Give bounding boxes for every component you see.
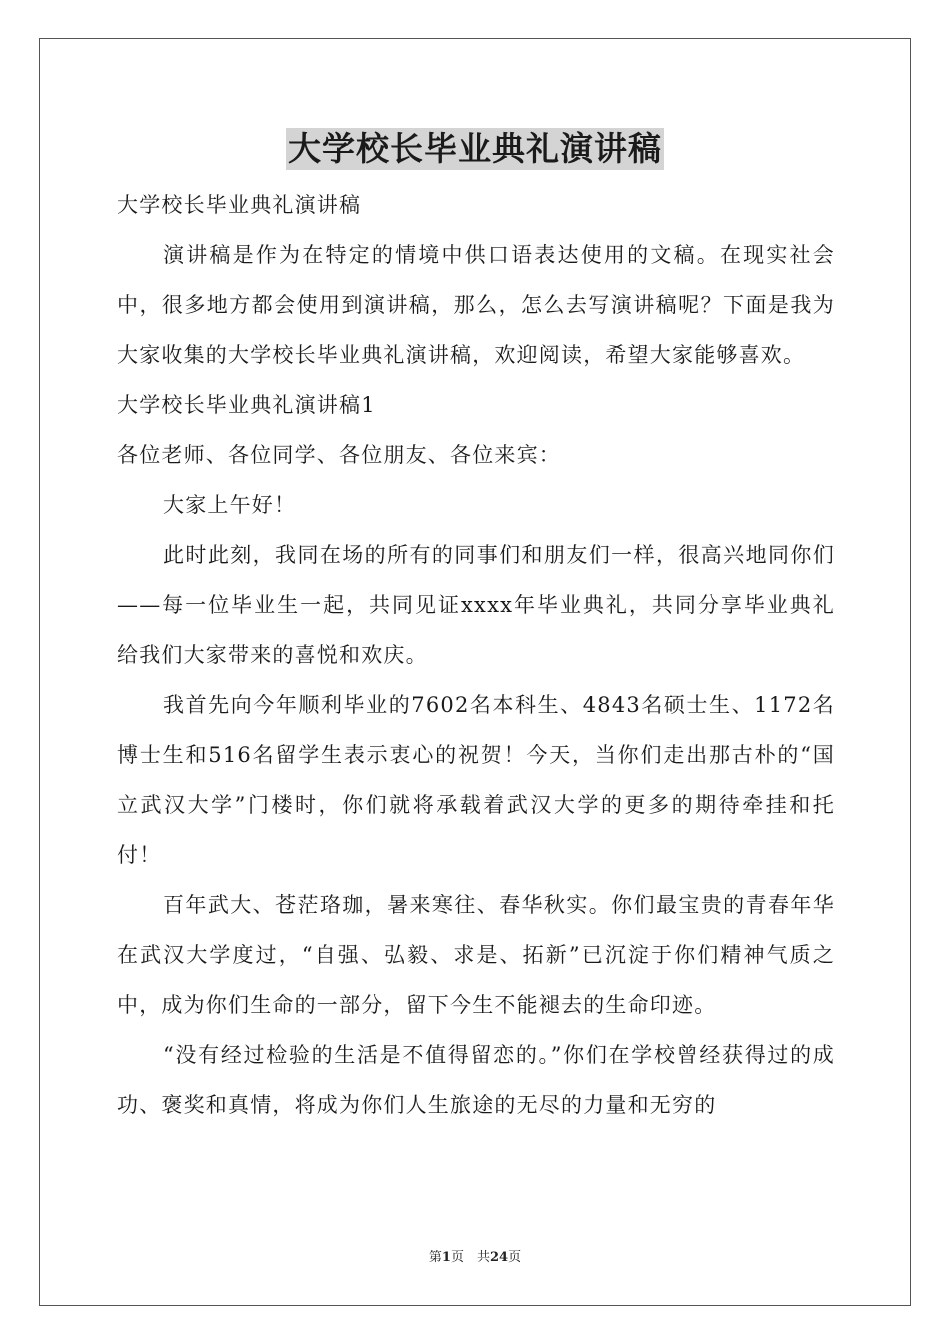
body-paragraph: 此时此刻，我同在场的所有的同事们和朋友们一样，很高兴地同你们——每一位毕业生一起，共同见证xxxx年毕业典礼，共同分享毕业典礼给我们大家带来的喜悦和欢庆。 [117,543,835,667]
footer-mid: 页 共 [450,1250,490,1265]
document-title: 大学校长毕业典礼演讲稿 [288,129,662,168]
footer-suffix: 页 [508,1250,522,1265]
greeting: 大家上午好！ [163,493,297,517]
body-paragraph: 百年武大、苍茫珞珈，暑来寒往、春华秋实。你们最宝贵的青春年华在武汉大学度过，“自强、弘毅、求是、拓新”已沉淀于你们精神气质之中，成为你们生命的一部分，留下今生不能褪去的生命印迹。 [117,893,835,1017]
page-footer [0,1246,950,1265]
subtitle-line: 大学校长毕业典礼演讲稿 [117,193,362,217]
body-paragraph: “没有经过检验的生活是不值得留恋的。”你们在学校曾经获得过的成功、褒奖和真情，将成为你们人生旅途的无尽的力量和无穷的 [117,1043,835,1117]
salutation: 各位老师、各位同学、各位朋友、各位来宾： [117,443,561,467]
total-page-count: 24 [489,1250,509,1265]
intro-paragraph: 演讲稿是作为在特定的情境中供口语表达使用的文稿。在现实社会中，很多地方都会使用到演讲稿，那么，怎么去写演讲稿呢？下面是我为大家收集的大学校长毕业典礼演讲稿，欢迎阅读，希望大家能够喜欢。 [117,243,835,367]
body-paragraph: 我首先向今年顺利毕业的7602名本科生、4843名硕士生、1172名博士生和516名留学生表示衷心的祝贺！今天，当你们走出那古朴的“国立武汉大学”门楼时，你们就将承载着武汉大学的更多的期待牵挂和托付！ [117,693,835,867]
current-page-number: 1 [441,1250,451,1265]
document-body [117,180,835,1130]
title-container [0,128,950,170]
section-heading: 大学校长毕业典礼演讲稿1 [117,393,376,417]
footer-prefix: 第 [428,1250,442,1265]
